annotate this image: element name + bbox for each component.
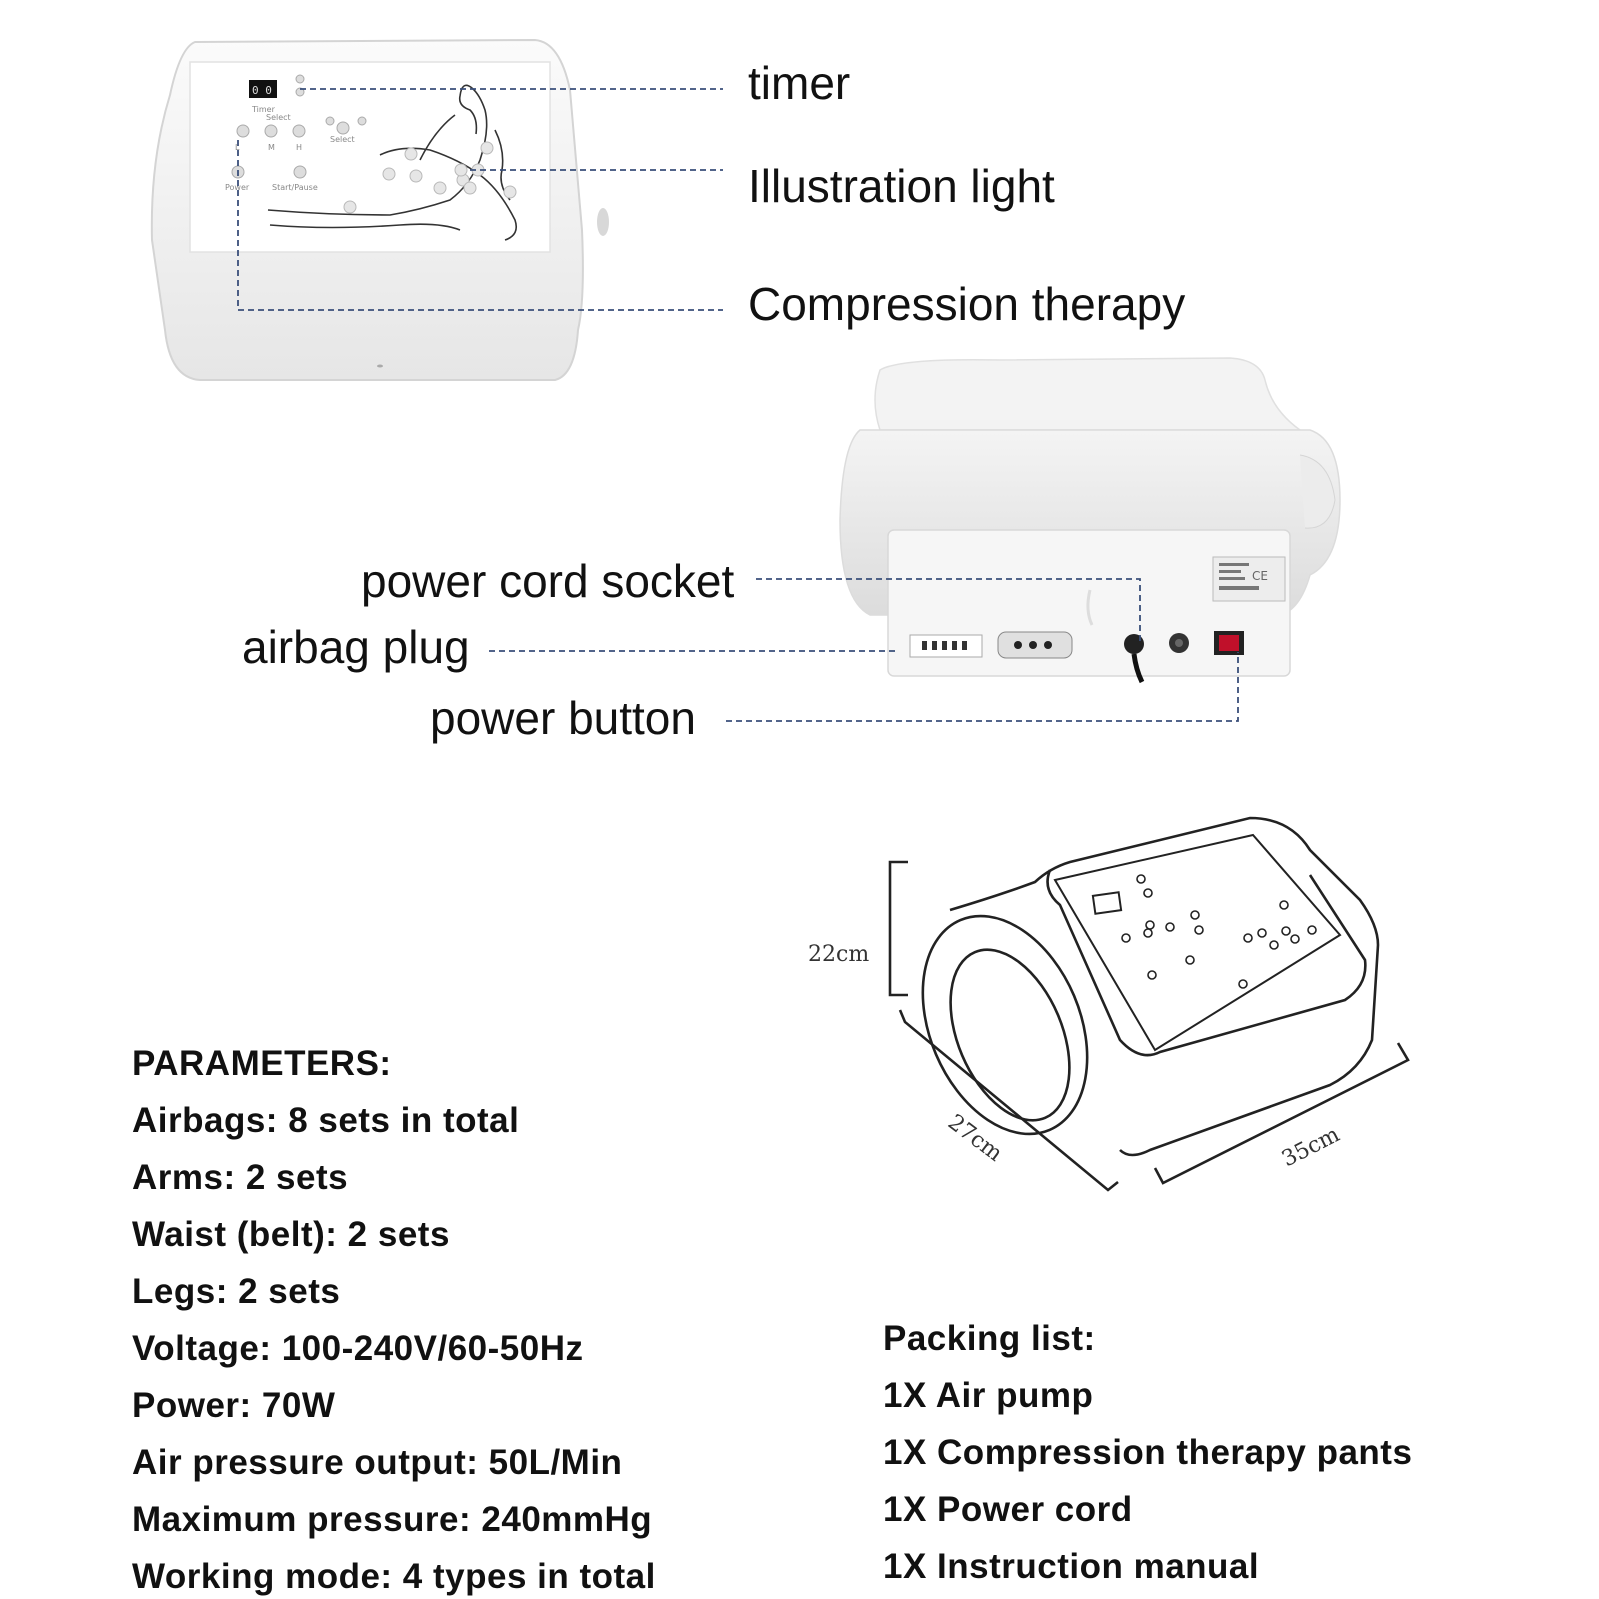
packing-list-heading: Packing list: [883,1319,1096,1358]
callout-airbag-plug: airbag plug [242,621,470,673]
svg-text:Timer: Timer [252,105,275,114]
callout-power-button: power button [430,692,696,744]
packing-list-item: 1X Air pump [883,1376,1094,1415]
packing-list-item: 1X Compression therapy pants [883,1433,1413,1472]
svg-text:M: M [268,143,275,152]
svg-text:CE: CE [1252,569,1268,583]
svg-text:L: L [235,143,240,152]
parameter-line: Legs: 2 sets [132,1272,341,1311]
callout-compression-therapy: Compression therapy [748,278,1186,330]
parameter-line: Working mode: 4 types in total [132,1557,656,1596]
svg-text:H: H [296,143,303,152]
parameter-line: Maximum pressure: 240mmHg [132,1500,653,1539]
parameter-line: Air pressure output: 50L/Min [132,1443,623,1482]
packing-list-item: 1X Instruction manual [883,1547,1260,1586]
callout-timer: timer [748,57,851,109]
parameters-heading: PARAMETERS: [132,1044,392,1083]
dimension-height-label: 22cm [808,942,870,967]
svg-text:Select: Select [266,113,291,122]
svg-text:Power: Power [225,183,250,192]
svg-text:Select: Select [330,135,355,144]
parameter-line: Waist (belt): 2 sets [132,1215,450,1254]
dimension-drawing-buttons [1122,875,1316,988]
callout-power-cord-socket: power cord socket [361,555,735,607]
device-front-view [152,40,609,380]
parameter-line: Voltage: 100-240V/60-50Hz [132,1329,584,1368]
dimension-depth-label: 27cm [942,1110,1007,1167]
parameter-line: Airbags: 8 sets in total [132,1101,520,1140]
device-back-view [840,358,1340,682]
parameter-line: Power: 70W [132,1386,336,1425]
callout-illustration-light: Illustration light [748,160,1055,212]
parameter-line: Arms: 2 sets [132,1158,349,1197]
svg-text:Start/Pause: Start/Pause [272,183,318,192]
packing-list-item: 1X Power cord [883,1490,1133,1529]
svg-text:0 0: 0 0 [252,84,272,97]
dimension-width-label: 35cm [1278,1122,1344,1173]
